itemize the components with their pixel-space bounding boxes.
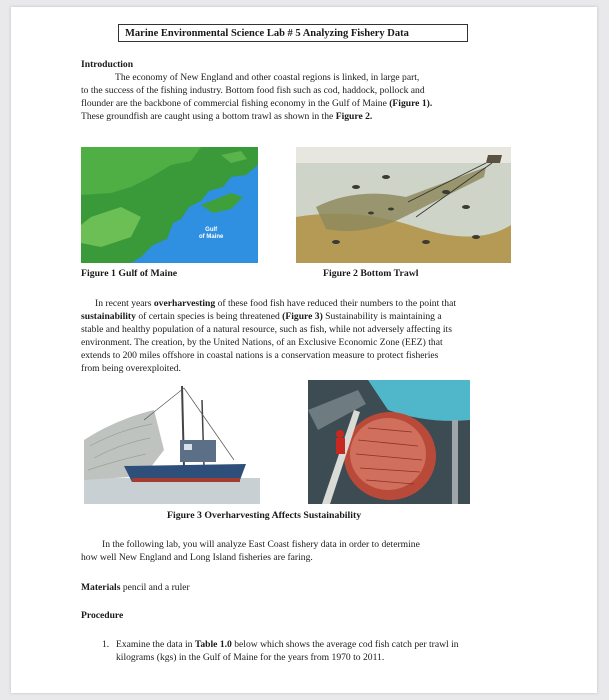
- intro-line-1: The economy of New England and other coastal regions is linked, in large part,: [115, 72, 420, 83]
- intro-line-2: to the success of the fishing industry. Bottom food fish such as cod, haddock, pollock and: [81, 85, 425, 96]
- overharvest-line-1: In recent years overharvesting of these food fish have reduced their numbers to the point that: [95, 298, 457, 309]
- step-1-number: 1.: [102, 639, 110, 650]
- overharvest-line-3: stable and healthy population of a natural resource, such as fish, while not adversely affecting its: [81, 324, 452, 335]
- lab-intro-line-1: In the following lab, you will analyze East Coast fishery data in order to determine: [102, 539, 420, 550]
- overharvest-line-4: environment. The creation, by the United Nations, of an Exclusive Economic Zone (EEZ) that: [81, 337, 443, 348]
- fishing-trawler-photo: [84, 380, 260, 504]
- procedure-heading: Procedure: [81, 610, 124, 621]
- document-page: [11, 7, 597, 693]
- lab-intro-line-2: how well New England and Long Island fisheries are faring.: [81, 552, 313, 563]
- step-1-line-1: Examine the data in Table 1.0 below which shows the average cod fish catch per trawl in: [116, 639, 459, 650]
- figure2-ref: Figure 2.: [335, 111, 373, 122]
- lab-title: Marine Environmental Science Lab # 5 Analyzing Fishery Data: [118, 24, 468, 42]
- bottom-trawl-illustration: [296, 147, 511, 263]
- introduction-heading: Introduction: [81, 59, 134, 70]
- materials-text: pencil and a ruler: [120, 582, 190, 593]
- figure3-caption: Figure 3 Overharvesting Affects Sustainability: [167, 510, 362, 521]
- step-1-line-2: kilograms (kgs) in the Gulf of Maine for the years from 1970 to 2011.: [116, 652, 385, 663]
- figure2-caption: Figure 2 Bottom Trawl: [323, 268, 419, 279]
- intro-line-4: These groundfish are caught using a bottom trawl as shown in the Figure 2.: [81, 111, 373, 122]
- figure1-ref: (Figure 1).: [389, 98, 433, 109]
- figure1-caption: Figure 1 Gulf of Maine: [81, 268, 178, 279]
- catch-on-deck-photo: [308, 380, 470, 504]
- overharvest-line-6: from being overexploited.: [81, 363, 181, 374]
- intro-line-3: flounder are the backbone of commercial fishing economy in the Gulf of Maine (Figure 1).: [81, 98, 433, 109]
- materials-line: [81, 582, 190, 595]
- table-ref: Table 1.0: [194, 639, 232, 650]
- overharvest-line-2: sustainability of certain species is being threatened (Figure 3) Sustainability is maintaining a: [81, 311, 442, 322]
- map-label: Gulf of Maine: [199, 227, 224, 240]
- overharvest-line-5: extends to 200 miles offshore in coastal nations is a conservation measure to protect fisheries: [81, 350, 439, 361]
- gulf-of-maine-map: [81, 147, 258, 263]
- materials-label: Materials: [81, 582, 121, 593]
